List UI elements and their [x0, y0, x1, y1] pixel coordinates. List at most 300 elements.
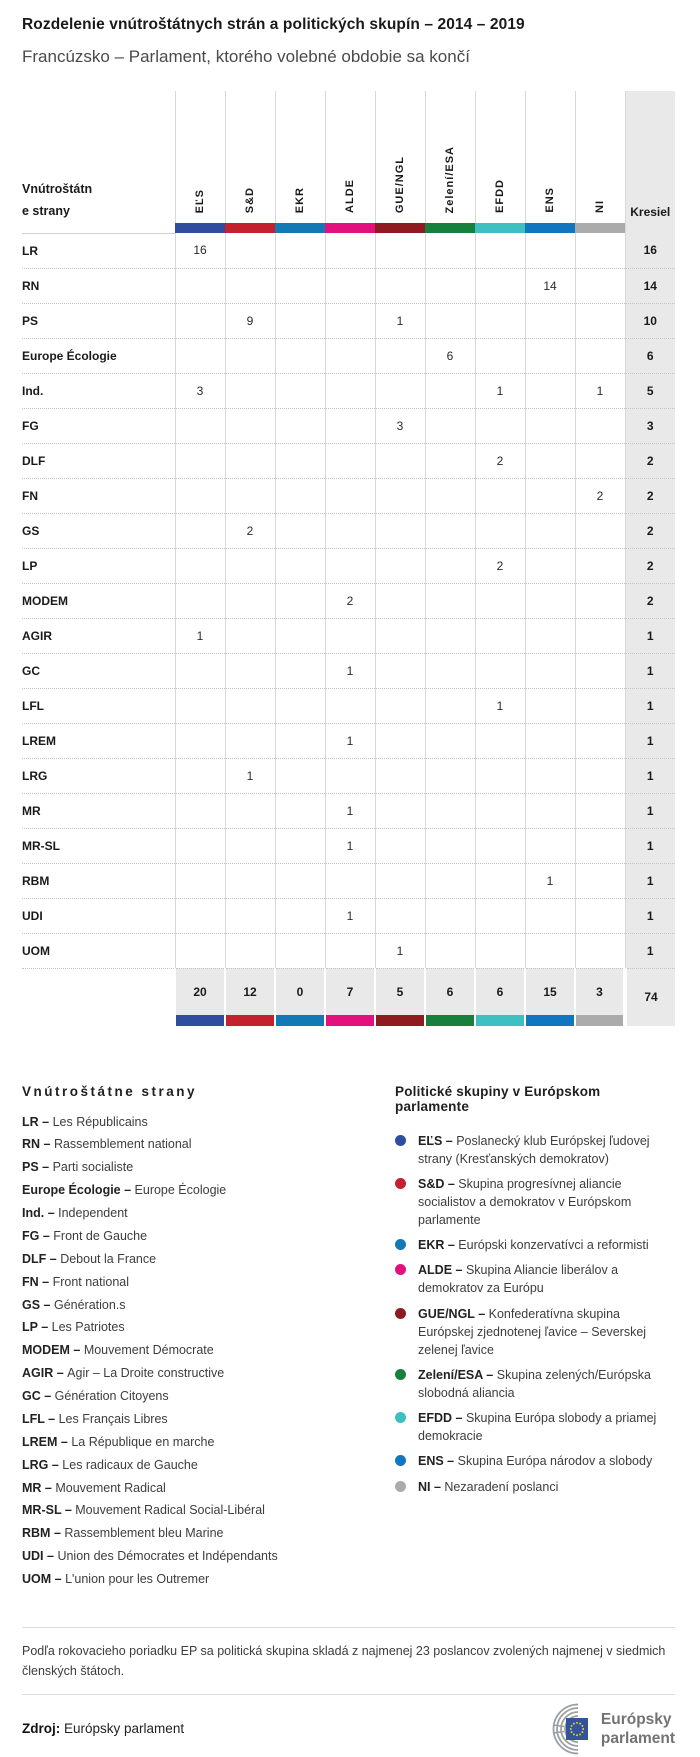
seat-count-cell: 1 — [325, 828, 375, 863]
party-code: RBM – — [22, 1526, 65, 1541]
group-description: EĽS – Poslanecký klub Európskej ľudovej strany (Kresťanských demokratov) — [418, 1133, 650, 1166]
seat-count-cell — [175, 933, 225, 968]
seat-count-cell — [525, 758, 575, 793]
seat-count-cell — [475, 793, 525, 828]
seat-count-cell: 1 — [575, 373, 625, 408]
table-row — [22, 618, 675, 653]
seat-count-cell — [325, 618, 375, 653]
party-row-label: UDI — [22, 898, 175, 933]
column-total-cell: 5 — [375, 968, 425, 1015]
seat-count-cell — [225, 583, 275, 618]
row-total-cell: 14 — [625, 268, 675, 303]
seat-count-cell — [575, 793, 625, 828]
column-total-cell: 7 — [325, 968, 375, 1015]
group-color-dot — [395, 1369, 406, 1380]
seat-count-cell: 14 — [525, 268, 575, 303]
seat-count-cell — [275, 478, 325, 513]
column-total-cell: 15 — [525, 968, 575, 1015]
seat-count-cell — [475, 863, 525, 898]
seat-count-cell — [225, 688, 275, 723]
seat-count-cell — [225, 478, 275, 513]
seat-count-cell — [475, 618, 525, 653]
seat-count-cell — [425, 443, 475, 478]
group-code: GUE/NGL – — [418, 1306, 489, 1321]
party-row-label: RBM — [22, 863, 175, 898]
seat-count-cell — [475, 898, 525, 933]
party-code: UOM – — [22, 1572, 66, 1586]
party-row-label: PS — [22, 303, 175, 338]
party-code: LR – — [22, 1114, 53, 1129]
group-color-segment — [175, 223, 225, 233]
seat-count-cell — [225, 443, 275, 478]
seat-count-cell — [275, 723, 325, 758]
party-legend-item: LR – Les Républicains — [22, 1114, 148, 1129]
seat-count-cell — [225, 793, 275, 828]
seat-count-cell — [375, 478, 425, 513]
grand-total-cell: 74 — [625, 968, 675, 1026]
seat-count-cell: 1 — [525, 863, 575, 898]
table-row — [22, 548, 675, 583]
seat-count-cell — [425, 793, 475, 828]
seat-count-cell — [175, 338, 225, 373]
seat-count-cell — [425, 933, 475, 968]
seat-count-cell — [325, 548, 375, 583]
seat-count-cell — [225, 653, 275, 688]
party-legend-item: GS – Génération.s — [22, 1297, 126, 1312]
seat-count-cell — [275, 688, 325, 723]
group-color-bar-bottom — [22, 1015, 675, 1026]
group-description: EKR – Európski konzervatívci a reformisti — [418, 1238, 649, 1253]
seat-count-cell — [525, 793, 575, 828]
row-total-cell: 1 — [625, 758, 675, 793]
group-color-segment — [375, 1015, 425, 1026]
group-color-segment — [275, 223, 325, 233]
party-legend-item: DLF – Debout la France — [22, 1251, 157, 1266]
table-row — [22, 478, 675, 513]
infographic — [0, 16, 700, 1755]
seat-count-cell — [425, 268, 475, 303]
seat-count-cell — [225, 548, 275, 583]
seat-count-cell — [425, 548, 475, 583]
seat-count-cell — [575, 513, 625, 548]
row-total-cell: 1 — [625, 898, 675, 933]
group-color-segment — [175, 1015, 225, 1026]
group-column-label: S&D — [244, 186, 256, 213]
seat-count-cell — [375, 583, 425, 618]
row-total-cell: 1 — [625, 688, 675, 723]
party-code: GS – — [22, 1297, 54, 1312]
seat-count-cell: 2 — [575, 478, 625, 513]
seat-count-cell — [525, 548, 575, 583]
seat-count-cell — [275, 338, 325, 373]
seat-count-cell — [575, 933, 625, 968]
party-legend-item: FN – Front national — [22, 1274, 129, 1289]
group-description: Zelení/ESA – Skupina zelených/Európska slobodná aliancia — [418, 1367, 651, 1400]
seat-count-cell — [425, 303, 475, 338]
seat-count-cell — [475, 513, 525, 548]
table-row — [22, 338, 675, 373]
party-row-label: DLF — [22, 443, 175, 478]
seat-count-cell — [475, 268, 525, 303]
legend-section — [22, 1084, 675, 1595]
seat-count-cell — [325, 933, 375, 968]
seat-count-cell: 2 — [475, 548, 525, 583]
seat-count-cell — [325, 443, 375, 478]
party-legend-item: FG – Front de Gauche — [22, 1228, 148, 1243]
totals-row-spacer — [22, 968, 175, 1015]
seats-column-label: Kresiel — [630, 205, 671, 219]
group-column-label: EĽS — [194, 188, 206, 213]
seat-count-cell — [425, 373, 475, 408]
group-column-header — [175, 91, 225, 223]
seat-count-cell — [325, 303, 375, 338]
table-row — [22, 583, 675, 618]
table-row — [22, 793, 675, 828]
seat-count-cell — [425, 863, 475, 898]
group-legend-item — [395, 1478, 675, 1496]
seat-count-cell — [425, 898, 475, 933]
seat-count-cell — [575, 338, 625, 373]
seat-count-cell — [475, 338, 525, 373]
table-row — [22, 933, 675, 968]
party-code: MR-SL – — [22, 1503, 76, 1518]
seat-count-cell — [475, 723, 525, 758]
seat-count-cell — [275, 793, 325, 828]
seat-count-cell — [525, 653, 575, 688]
footnote: Podľa rokovacieho poriadku EP sa politická skupina skladá z najmenej 23 poslancov zvolených najmenej v siedmich členských štátoch. — [22, 1643, 666, 1678]
party-row-label: FN — [22, 478, 175, 513]
party-legend-item: LRG – Les radicaux de Gauche — [22, 1457, 198, 1472]
party-legend-item: RN – Rassemblement national — [22, 1137, 192, 1152]
group-color-segment — [475, 223, 525, 233]
group-column-header — [225, 91, 275, 223]
table-row — [22, 303, 675, 338]
seat-count-cell — [375, 653, 425, 688]
seat-count-cell — [325, 373, 375, 408]
seat-count-cell — [375, 898, 425, 933]
seat-count-cell — [575, 443, 625, 478]
group-color-dot — [395, 1264, 406, 1275]
seat-count-cell — [225, 408, 275, 443]
party-row-label: MR — [22, 793, 175, 828]
seat-count-cell — [275, 233, 325, 268]
group-code: EFDD – — [418, 1411, 466, 1426]
table-row — [22, 233, 675, 268]
bottom-bar-spacer — [22, 1015, 175, 1026]
seat-count-cell — [425, 408, 475, 443]
seat-count-cell — [275, 443, 325, 478]
row-total-cell: 1 — [625, 933, 675, 968]
row-total-cell: 3 — [625, 408, 675, 443]
party-legend-item: LP – Les Patriotes — [22, 1320, 125, 1335]
group-code: Zelení/ESA – — [418, 1367, 497, 1382]
party-legend-item: AGIR – Agir – La Droite constructive — [22, 1366, 225, 1381]
seat-count-cell — [325, 688, 375, 723]
party-code: FN – — [22, 1274, 53, 1289]
party-row-label: RN — [22, 268, 175, 303]
seat-count-cell — [525, 688, 575, 723]
row-total-cell: 10 — [625, 303, 675, 338]
table-row — [22, 443, 675, 478]
seat-count-cell — [425, 828, 475, 863]
source-value: Európsky parlament — [64, 1721, 185, 1737]
party-row-label: LR — [22, 243, 38, 258]
seat-count-cell — [575, 268, 625, 303]
seat-count-cell — [275, 898, 325, 933]
seat-count-cell — [175, 548, 225, 583]
hemicycle-eu-flag-icon — [520, 1703, 592, 1755]
seat-count-cell — [225, 618, 275, 653]
group-color-segment — [275, 1015, 325, 1026]
group-legend-item — [395, 1305, 675, 1359]
group-code: S&D – — [418, 1176, 459, 1191]
party-row-label: Europe Écologie — [22, 338, 175, 373]
group-color-dot — [395, 1481, 406, 1492]
party-legend-item: UOM – L'union pour les Outremer — [22, 1572, 210, 1586]
row-header-cell — [22, 91, 175, 233]
table-row — [22, 758, 675, 793]
party-code: LP – — [22, 1320, 52, 1335]
row-total-cell: 2 — [625, 443, 675, 478]
table-row — [22, 513, 675, 548]
legend-parties-list — [22, 1115, 395, 1587]
table-header-row — [22, 91, 675, 223]
seat-count-cell — [575, 828, 625, 863]
seat-count-cell — [525, 898, 575, 933]
seat-count-cell — [175, 828, 225, 863]
logo-wordmark — [601, 1710, 675, 1749]
page-title: Rozdelenie vnútroštátnych strán a politických skupín – 2014 – 2019 — [22, 16, 525, 33]
seat-count-cell — [175, 758, 225, 793]
seat-count-cell — [375, 513, 425, 548]
seat-count-cell — [275, 583, 325, 618]
seat-count-cell — [325, 233, 375, 268]
seat-count-cell — [575, 863, 625, 898]
row-total-cell: 16 — [625, 233, 675, 268]
seat-count-cell: 9 — [225, 303, 275, 338]
group-column-label: ENS — [544, 187, 556, 213]
group-legend-item — [395, 1366, 675, 1402]
group-color-segment — [425, 1015, 475, 1026]
seat-count-cell — [275, 268, 325, 303]
group-column-label: ALDE — [344, 179, 356, 213]
party-row-label: MODEM — [22, 583, 175, 618]
group-column-label: NI — [594, 200, 606, 213]
party-row-label: LREM — [22, 723, 175, 758]
seat-count-cell — [375, 233, 425, 268]
seat-count-cell — [575, 688, 625, 723]
seat-count-cell: 6 — [425, 338, 475, 373]
logo-line2: parlament — [600, 1729, 675, 1747]
seat-count-cell — [325, 478, 375, 513]
party-code: GC – — [22, 1389, 55, 1403]
seat-count-cell — [475, 758, 525, 793]
column-total-cell: 6 — [475, 968, 525, 1015]
seat-count-cell — [175, 583, 225, 618]
party-code: LREM – — [22, 1434, 72, 1449]
row-total-cell: 2 — [625, 548, 675, 583]
row-total-cell: 6 — [625, 338, 675, 373]
party-legend-item: PS – Parti socialiste — [22, 1160, 134, 1175]
group-column-header — [525, 91, 575, 223]
seat-count-cell — [525, 373, 575, 408]
party-row-label: Ind. — [22, 373, 175, 408]
legend-national-parties — [22, 1084, 395, 1595]
seat-count-cell: 3 — [175, 373, 225, 408]
seat-count-cell — [525, 408, 575, 443]
seat-count-cell — [225, 933, 275, 968]
seat-count-cell — [525, 933, 575, 968]
seat-count-cell — [525, 443, 575, 478]
seat-count-cell — [525, 513, 575, 548]
seat-count-cell — [425, 233, 475, 268]
party-legend-item: RBM – Rassemblement bleu Marine — [22, 1526, 224, 1541]
group-code: ENS – — [418, 1454, 458, 1469]
column-total-cell: 3 — [575, 968, 625, 1015]
seat-count-cell — [475, 583, 525, 618]
column-total-cell: 12 — [225, 968, 275, 1015]
seat-count-cell: 2 — [475, 443, 525, 478]
group-description: NI – Nezaradení poslanci — [418, 1479, 559, 1494]
party-code: Ind. – — [22, 1206, 59, 1220]
seat-count-cell: 1 — [325, 793, 375, 828]
seat-count-cell — [175, 653, 225, 688]
group-description: EFDD – Skupina Európa slobody a priamej demokracie — [418, 1411, 657, 1444]
table-row — [22, 828, 675, 863]
group-column-label: GUE/NGL — [394, 155, 406, 213]
group-color-segment — [225, 1015, 275, 1026]
seat-count-cell — [375, 548, 425, 583]
party-row-label: LFL — [22, 688, 175, 723]
seat-count-cell — [475, 653, 525, 688]
seat-count-cell — [325, 338, 375, 373]
group-color-dot — [395, 1412, 406, 1423]
seat-count-cell — [175, 863, 225, 898]
seat-count-cell — [175, 443, 225, 478]
seat-count-cell — [525, 338, 575, 373]
seat-count-cell — [575, 898, 625, 933]
party-legend-item: MR – Mouvement Radical — [22, 1480, 166, 1495]
party-code: Europe Écologie – — [22, 1183, 135, 1198]
party-legend-item: LFL – Les Français Libres — [22, 1411, 168, 1426]
seat-count-cell — [425, 653, 475, 688]
group-code: ALDE – — [418, 1263, 466, 1278]
table-row — [22, 268, 675, 303]
seat-count-cell — [575, 233, 625, 268]
row-total-cell: 1 — [625, 793, 675, 828]
seat-count-cell — [175, 723, 225, 758]
seat-count-cell: 1 — [475, 373, 525, 408]
group-color-segment — [425, 223, 475, 233]
seat-count-cell — [575, 723, 625, 758]
group-color-dot — [395, 1455, 406, 1466]
seat-count-cell — [375, 618, 425, 653]
group-description: ENS – Skupina Európa národov a slobody — [418, 1454, 653, 1469]
seat-count-cell — [525, 723, 575, 758]
seat-count-cell — [375, 828, 425, 863]
seat-count-cell — [575, 408, 625, 443]
group-column-header — [375, 91, 425, 223]
party-code: DLF – — [22, 1251, 61, 1266]
seat-count-cell — [225, 828, 275, 863]
seat-count-cell: 1 — [325, 653, 375, 688]
party-legend-item: MODEM – Mouvement Démocrate — [22, 1343, 214, 1358]
seat-count-cell — [275, 303, 325, 338]
seat-count-cell — [175, 303, 225, 338]
group-column-header — [275, 91, 325, 223]
party-row-label: GS — [22, 513, 175, 548]
party-row-label: LRG — [22, 758, 175, 793]
seat-count-cell — [375, 723, 425, 758]
party-code: AGIR – — [22, 1366, 68, 1381]
legend-political-groups — [395, 1084, 675, 1595]
seat-count-cell: 3 — [375, 408, 425, 443]
seat-count-cell — [425, 618, 475, 653]
seat-count-cell — [475, 408, 525, 443]
seat-count-cell — [275, 408, 325, 443]
seat-count-cell — [275, 933, 325, 968]
table-row — [22, 373, 675, 408]
seat-count-cell: 2 — [225, 513, 275, 548]
table-row — [22, 653, 675, 688]
row-total-cell: 2 — [625, 583, 675, 618]
party-legend-item: MR-SL – Mouvement Radical Social-Libéral — [22, 1503, 265, 1518]
seat-count-cell — [275, 758, 325, 793]
group-column-header — [475, 91, 525, 223]
seat-count-cell — [175, 513, 225, 548]
seat-count-cell — [225, 268, 275, 303]
seat-count-cell — [275, 548, 325, 583]
legend-parties-title: Vnútroštátne strany — [22, 1083, 198, 1099]
seat-count-cell — [475, 828, 525, 863]
row-header-label: Vnútroštátne strany — [22, 181, 93, 218]
group-legend-item — [395, 1132, 675, 1168]
seat-count-cell — [175, 793, 225, 828]
party-legend-item: LREM – La République en marche — [22, 1434, 215, 1449]
table-row — [22, 408, 675, 443]
seat-count-cell — [375, 338, 425, 373]
seat-count-cell — [575, 583, 625, 618]
seat-count-cell — [475, 478, 525, 513]
seat-count-cell: 1 — [325, 723, 375, 758]
group-color-segment — [325, 1015, 375, 1026]
seat-count-cell — [525, 583, 575, 618]
seat-count-cell — [375, 373, 425, 408]
group-column-label: EFDD — [494, 179, 506, 213]
seat-count-cell — [325, 513, 375, 548]
seat-count-cell — [275, 863, 325, 898]
row-total-cell: 1 — [625, 618, 675, 653]
group-description: GUE/NGL – Konfederatívna skupina Európskej zjednotenej ľavice – Severskej zelenej ľavice — [418, 1306, 647, 1357]
seat-count-cell: 1 — [375, 933, 425, 968]
seat-count-cell — [225, 863, 275, 898]
seat-count-cell — [325, 758, 375, 793]
row-total-cell: 1 — [625, 828, 675, 863]
seat-count-cell: 16 — [175, 233, 225, 268]
seat-count-cell — [225, 898, 275, 933]
seat-count-cell — [275, 373, 325, 408]
source-text — [22, 1721, 184, 1736]
column-total-cell: 0 — [275, 968, 325, 1015]
group-column-header — [425, 91, 475, 223]
seat-count-cell — [525, 478, 575, 513]
group-color-segment — [325, 223, 375, 233]
seat-count-cell — [425, 758, 475, 793]
table-row — [22, 688, 675, 723]
group-code: EĽS – — [418, 1133, 457, 1148]
seat-count-cell: 1 — [375, 303, 425, 338]
seat-count-cell — [375, 863, 425, 898]
